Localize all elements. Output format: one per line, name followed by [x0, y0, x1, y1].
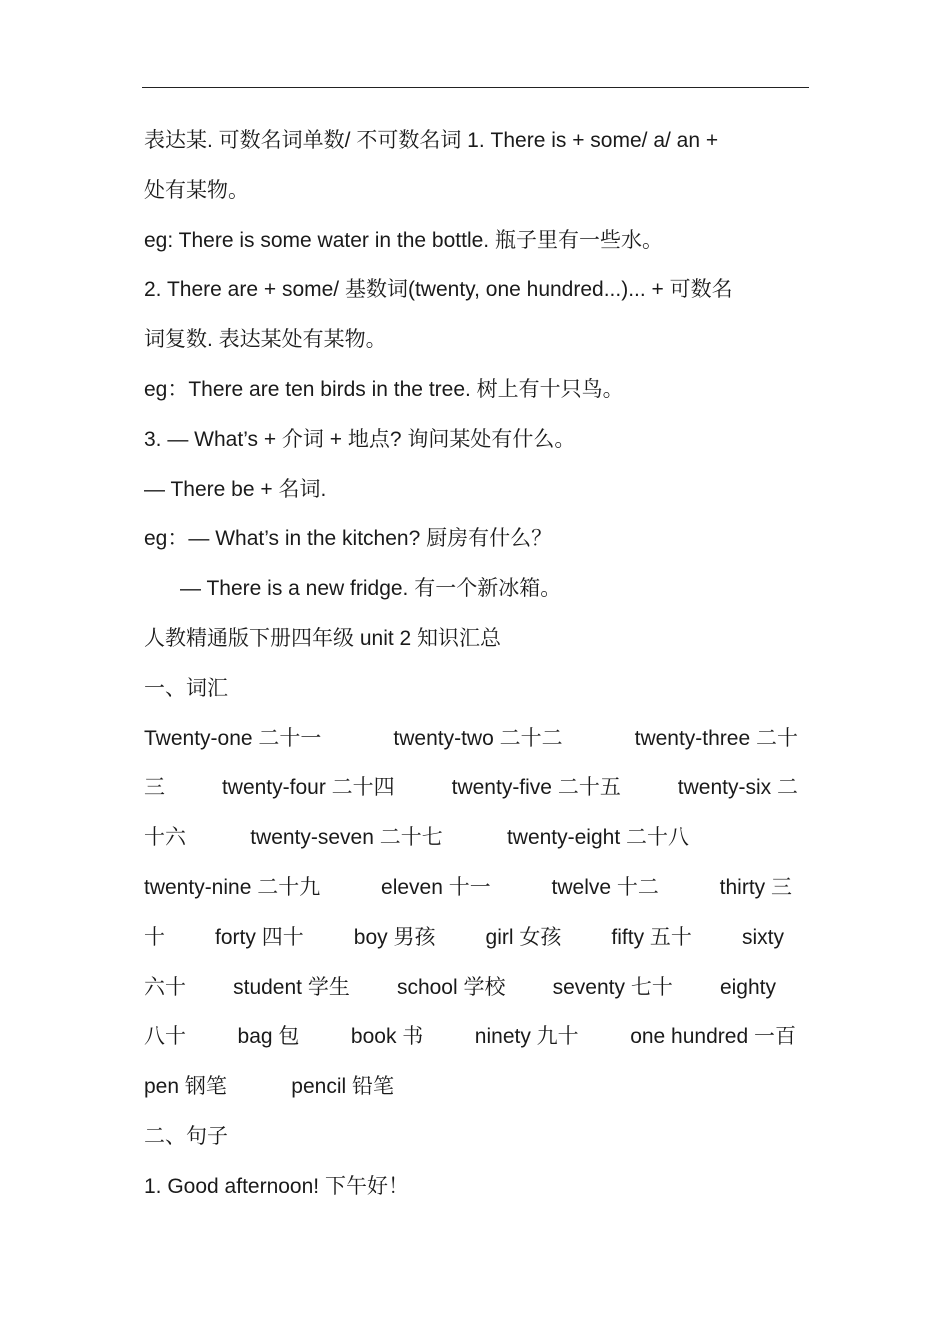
vocab-row	[144, 813, 689, 863]
vocab-item: forty 四十	[215, 925, 304, 949]
example-line: eg：— What’s in the kitchen? 厨房有什么？	[144, 527, 553, 551]
vocab-item: twelve 十二	[551, 875, 659, 899]
text-line: 表达某. 可数名词单数/ 不可数名词 1. There is + some/ a/ an +	[144, 129, 719, 152]
vocab-item: thirty 三	[719, 875, 792, 899]
vocab-item: girl 女孩	[485, 925, 562, 949]
vocab-row	[144, 1012, 796, 1062]
vocab-item: twenty-two 二十二	[393, 726, 563, 750]
text-line: 处有某物。	[144, 178, 249, 202]
example-line: — There is a new fridge. 有一个新冰箱。	[180, 577, 562, 601]
vocab-row	[144, 1062, 394, 1112]
vocab-item: ninety 九十	[474, 1025, 579, 1049]
vocab-item: fifty 五十	[611, 925, 692, 949]
vocab-row	[144, 863, 792, 913]
vocab-item: sixty	[741, 925, 784, 949]
text-line: 词复数. 表达某处有某物。	[144, 328, 387, 352]
vocab-item: 十六	[144, 826, 186, 850]
text-line: 3. — What’s + 介词 + 地点? 询问某处有什么。	[144, 427, 576, 451]
vocab-item: twenty-four 二十四	[221, 776, 395, 800]
text-line: — There be + 名词.	[144, 477, 327, 501]
vocab-item: 八十	[144, 1025, 186, 1049]
vocab-row	[144, 763, 798, 813]
section-heading-sentences: 二、句子	[144, 1124, 228, 1148]
vocab-item: school 学校	[396, 975, 506, 999]
vocab-item: seventy 七十	[552, 975, 673, 999]
vocab-item: pen 钢笔	[144, 1075, 227, 1099]
vocab-item: twenty-eight 二十八	[506, 826, 689, 850]
vocab-item: 六十	[144, 975, 186, 999]
vocab-item: 十	[144, 925, 165, 949]
vocab-item: pencil 铅笔	[291, 1075, 394, 1099]
vocab-item: twenty-three 二十	[634, 726, 798, 750]
vocab-item: Twenty-one 二十一	[144, 726, 322, 750]
vocab-row	[144, 963, 776, 1013]
vocab-row	[144, 913, 784, 963]
vocab-item: one hundred 一百	[630, 1025, 796, 1049]
example-line: eg：There are ten birds in the tree. 树上有十只鸟。	[144, 377, 624, 401]
document-body	[144, 116, 824, 1212]
vocab-item: eighty	[719, 975, 776, 999]
vocab-item: eleven 十一	[381, 875, 491, 899]
text-line: 2. There are + some/ 基数词(twenty, one hundred...)... + 可数名	[144, 278, 733, 302]
vocab-item: bag 包	[237, 1025, 300, 1049]
vocab-item: 三	[144, 776, 165, 800]
vocab-item: student 学生	[233, 975, 350, 999]
vocab-item: twenty-five 二十五	[451, 776, 621, 800]
vocab-item: twenty-seven 二十七	[250, 826, 443, 850]
vocab-row	[144, 714, 798, 764]
example-line: eg: There is some water in the bottle. 瓶子里有一些水。	[144, 228, 663, 252]
sentence-item: 1. Good afternoon! 下午好！	[144, 1174, 409, 1198]
vocab-item: twenty-nine 二十九	[144, 875, 321, 899]
header-rule	[142, 87, 809, 88]
vocab-item: book 书	[350, 1025, 424, 1049]
unit-title: 人教精通版下册四年级 unit 2 知识汇总	[144, 626, 502, 650]
vocab-item: twenty-six 二	[677, 776, 798, 800]
section-heading-vocabulary: 一、词汇	[144, 676, 228, 700]
vocab-item: boy 男孩	[353, 925, 436, 949]
